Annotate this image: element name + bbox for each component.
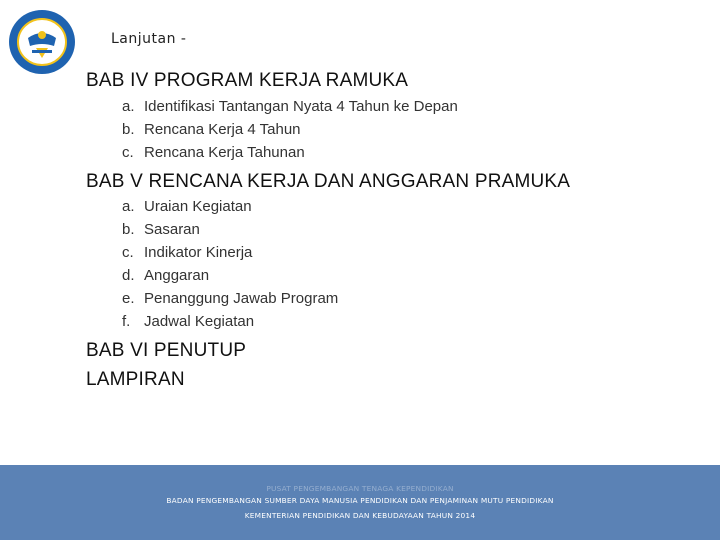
bab6-heading: BAB VI PENUTUP <box>86 340 247 361</box>
bab4-item: a. Identifikasi Tantangan Nyata 4 Tahun ke Depan <box>122 98 458 115</box>
bab5-item: f. Jadwal Kegiatan <box>122 313 255 330</box>
bab4-heading: BAB IV PROGRAM KERJA RAMUKA <box>86 70 409 91</box>
slide-header-title: Lanjutan - <box>111 31 187 47</box>
tut-wuri-handayani-logo <box>8 8 76 76</box>
bab5-heading: BAB V RENCANA KERJA DAN ANGGARAN PRAMUKA <box>86 171 571 192</box>
footer-line-2: BADAN PENGEMBANGAN SUMBER DAYA MANUSIA PENDIDIKAN DAN PENJAMINAN MUTU PENDIDIKAN <box>166 496 554 505</box>
bab4-item: c. Rencana Kerja Tahunan <box>122 144 305 161</box>
bab5-item: d. Anggaran <box>122 267 210 284</box>
bab5-item: c. Indikator Kinerja <box>122 244 253 261</box>
bab4-item: b. Rencana Kerja 4 Tahun <box>122 121 301 138</box>
footer-line-3: KEMENTERIAN PENDIDIKAN DAN KEBUDAYAAN TAHUN 2014 <box>244 511 476 520</box>
bab5-item: b. Sasaran <box>122 221 200 238</box>
bab5-item: e. Penanggung Jawab Program <box>122 290 339 307</box>
lampiran-heading: LAMPIRAN <box>86 369 185 390</box>
footer-line-1: PUSAT PENGEMBANGAN TENAGA KEPENDIDIKAN <box>266 484 454 493</box>
bab5-item: a. Uraian Kegiatan <box>122 198 252 215</box>
